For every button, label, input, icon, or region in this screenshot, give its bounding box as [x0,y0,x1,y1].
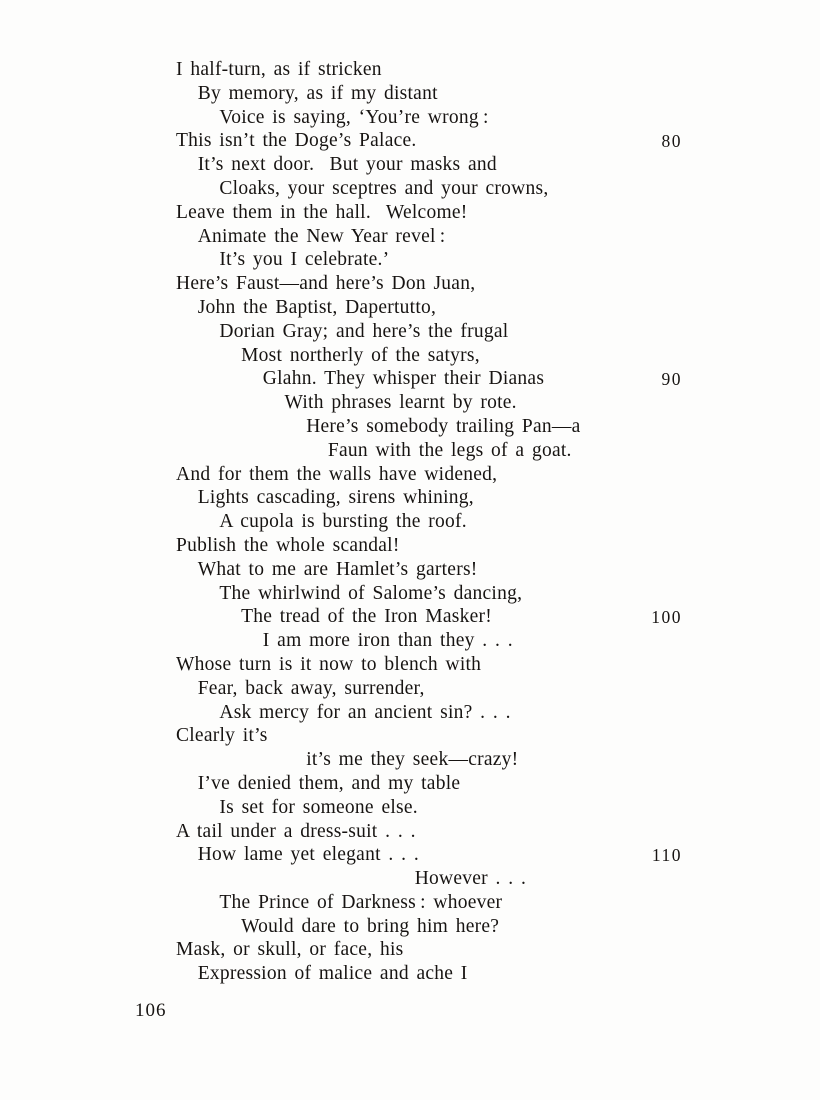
poem-line-text: Is set for someone else. [219,796,418,818]
poem-line [0,439,820,463]
line-number: 110 [651,845,682,866]
poem-line-text: Voice is saying, ‘You’re wrong : [219,106,489,128]
poem-line-text: Expression of malice and ache I [197,963,468,985]
poem-line-text: How lame yet elegant . . . [197,844,419,866]
poem-line-text: John the Baptist, Dapertutto, [197,296,437,318]
poem-line [0,653,820,677]
poem-line [0,677,820,701]
poem-line [0,748,820,772]
poem-line-text: Animate the New Year revel : [197,225,446,247]
poem-line [0,367,820,391]
poem-line-text: Whose turn is it now to blench with [176,653,482,675]
poem-line [0,225,820,249]
poem-line [0,106,820,130]
poem-line [0,486,820,510]
poem-line-text: Leave them in the hall. Welcome! [176,201,468,223]
poem-line [0,534,820,558]
poem-line-text: It’s you I celebrate.’ [219,249,390,271]
poem-line [0,796,820,820]
poem-line [0,201,820,225]
poem-line [0,701,820,725]
poem-line-text: Here’s somebody trailing Pan—a [306,415,581,437]
poem-line [0,605,820,629]
poem-line-text: Publish the whole scandal! [176,534,400,556]
poem-line-text: it’s me they seek—crazy! [306,749,519,771]
poem-line [0,463,820,487]
poem-line-text: Fear, back away, surrender, [197,677,425,699]
poem-line [0,843,820,867]
line-number: 90 [661,369,682,390]
poem-line-text: Mask, or skull, or face, his [176,939,404,961]
poem-line-text: Glahn. They whisper their Dianas [262,368,545,390]
poem-line [0,415,820,439]
poem-line [0,629,820,653]
poem-line-text: However . . . [414,868,527,890]
poem-line-text: The Prince of Darkness : whoever [219,891,503,913]
poem-line [0,320,820,344]
poem-line-text: Clearly it’s [176,725,268,747]
poem-line-text: The whirlwind of Salome’s dancing, [219,582,523,604]
poem-line [0,296,820,320]
poem-line-text: Would dare to bring him here? [241,915,500,937]
poem-line-text: Cloaks, your sceptres and your crowns, [219,177,549,199]
poem-line-text: This isn’t the Doge’s Palace. [176,130,417,152]
poem-line-text: And for them the walls have widened, [176,463,498,485]
poem-line-text: I half-turn, as if stricken [176,59,382,80]
poem-line [0,58,820,82]
poem-line-text: I’ve denied them, and my table [197,772,461,794]
poem-line-text: Lights cascading, sirens whining, [197,487,474,509]
poem-line [0,272,820,296]
line-number: 80 [661,131,682,152]
poem-line-text: A tail under a dress-suit . . . [176,820,416,842]
poem-line [0,129,820,153]
poem-line-text: By memory, as if my distant [197,82,438,104]
poem-line [0,510,820,534]
poem-line-text: What to me are Hamlet’s garters! [197,558,478,580]
poem-line [0,938,820,962]
poem-line [0,558,820,582]
poem-line-text: It’s next door. But your masks and [197,154,497,176]
poem-line [0,820,820,844]
poem-line [0,582,820,606]
poem-line-text: I am more iron than they . . . [262,630,513,652]
poem-line [0,82,820,106]
poem-line [0,724,820,748]
poem-line-text: A cupola is bursting the roof. [219,511,467,533]
poem-line [0,962,820,986]
page-number: 106 [135,1000,167,1021]
poem-line-text: The tread of the Iron Masker! [241,606,493,628]
poem [0,58,820,986]
poem-line-text: Most northerly of the satyrs, [241,344,480,366]
poem-line [0,177,820,201]
poem-line-text: Faun with the legs of a goat. [327,439,572,461]
poem-line [0,915,820,939]
poem-line [0,391,820,415]
poem-line [0,867,820,891]
line-number: 100 [651,607,682,628]
poem-line [0,153,820,177]
poem-line-text: Dorian Gray; and here’s the frugal [219,320,509,342]
poem-line [0,891,820,915]
poem-line [0,772,820,796]
poem-line-text: With phrases learnt by rote. [284,392,517,414]
poem-line-text: Here’s Faust—and here’s Don Juan, [176,273,476,295]
poem-line-text: Ask mercy for an ancient sin? . . . [219,701,511,723]
poem-line [0,248,820,272]
poem-line [0,344,820,368]
